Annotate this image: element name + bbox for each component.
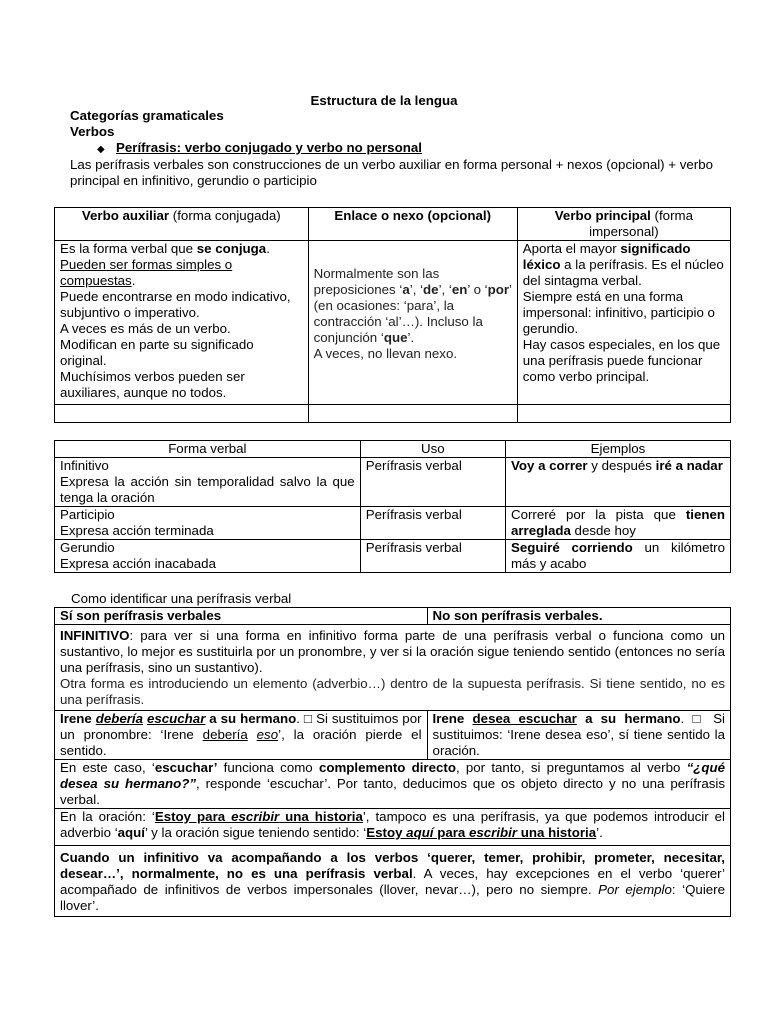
example-cell: Seguiré corriendo un kilómetro más y acabo — [505, 540, 730, 573]
yes-example: Irene debería escuchar a su hermano. □ Si sustituimos por un pronombre: ‘Irene debería eso’, la oración pierde el sentido. — [55, 711, 428, 760]
no-example: Irene desea escuchar a su hermano. □ Si sustituimos: ‘Irene desea eso’, sí tiene sentido la oración. — [427, 711, 730, 760]
empty-cell — [308, 405, 517, 423]
adverb-explanation: En la oración: ‘Estoy para escribir una historia’, tampoco es una perífrasis, ya que podemos introducir el adverbio ‘aquí’ y la oración sigue teniendo sentido: ‘Estoy aquí para escribir una historia’. — [55, 809, 731, 846]
examples-header: Ejemplos — [505, 441, 730, 458]
use-header: Uso — [360, 441, 505, 458]
subcategory-heading: Verbos — [70, 124, 115, 139]
empty-cell — [55, 405, 309, 423]
page-title: Estructura de la lengua — [310, 93, 458, 108]
main-verb-header: Verbo principal (forma impersonal) — [517, 208, 730, 241]
use-cell: Perífrasis verbal — [360, 458, 505, 507]
final-note: Cuando un infinitivo va acompañando a los verbos ‘querer, temer, prohibir, prometer, necesitar, desear…’, normalmente, no es una perífrasis verbal. A veces, hay excepciones en el verbo ‘querer’ acompañado de infinitivos de verbos impersonales (llover, nevar…), pero no siempre. Por ejemplo: ‘Quiere llover’. — [55, 846, 731, 917]
intro-paragraph: Las perífrasis verbales son construcciones de un verbo auxiliar en forma personal + nexos (opcional) + verbo principal en infinitivo, gerundio o participio — [70, 157, 714, 188]
bullet-diamond-icon: ◆ — [97, 144, 105, 155]
verb-forms-table — [54, 440, 731, 573]
direct-object-explanation: En este caso, ‘escuchar’ funciona como complemento directo, por tanto, si preguntamos al verbo “¿qué desea su hermano?”, responde ‘escuchar’. Por tanto, deducimos que os objeto directo y no una perífrasis verbal. — [55, 760, 731, 809]
link-cell: Normalmente son las preposiciones ‘a’, ‘de’, ‘en’ o ‘por’ (en ocasiones: ‘para’, la contracción ‘al’…). Incluso la conjunción ‘que’. A veces, no llevan nexo. — [308, 241, 517, 405]
example-cell: Correré por la pista que tienen arreglada desde hoy — [505, 507, 730, 540]
link-header: Enlace o nexo (opcional) — [308, 208, 517, 241]
category-heading: Categorías gramaticales — [70, 108, 224, 123]
main-verb-cell: Aporta el mayor significado léxico a la perífrasis. Es el núcleo del sintagma verbal. Siempre está en una forma impersonal: infinitivo, participio o gerundio. Hay casos especiales, en los que una perífrasis puede funcionar como verbo principal. — [517, 241, 730, 405]
auxiliary-header: Verbo auxiliar (forma conjugada) — [55, 208, 309, 241]
form-cell: Participio Expresa acción terminada — [55, 507, 361, 540]
empty-cell — [517, 405, 730, 423]
infinitive-explanation: INFINITIVO: para ver si una forma en infinitivo forma parte de una perífrasis verbal o funciona como un sustantivo, lo mejor es sustituirla por un pronombre, y ver si la oración sigue teniendo sentido (entonces no sería una perífrasis, sino un sustantivo). Otra forma es introduciendo un elemento (adverbio…) dentro de la supuesta perífrasis. Si tiene sentido, no es una perífrasis. — [55, 625, 731, 711]
auxiliary-cell: Es la forma verbal que se conjuga. Pueden ser formas simples o compuestas. Puede encontrarse en modo indicativo, subjuntivo o imperativo. A veces es más de un verbo. Modifican en parte su significado original. Muchísimos verbos pueden ser auxiliares, aunque no todos. — [55, 241, 309, 405]
form-cell: Infinitivo Expresa la acción sin temporalidad salvo la que tenga la oración — [55, 458, 361, 507]
use-cell: Perífrasis verbal — [360, 507, 505, 540]
yes-header: Sí son perífrasis verbales — [55, 608, 428, 625]
section-heading: Perífrasis: verbo conjugado y verbo no personal — [116, 140, 422, 155]
form-header: Forma verbal — [55, 441, 361, 458]
auxiliary-table — [54, 207, 731, 423]
use-cell: Perífrasis verbal — [360, 540, 505, 573]
example-cell: Voy a correr y después iré a nadar — [505, 458, 730, 507]
form-cell: Gerundio Expresa acción inacabada — [55, 540, 361, 573]
identify-caption: Como identificar una perífrasis verbal — [71, 591, 292, 606]
no-header: No son perífrasis verbales. — [427, 608, 730, 625]
identify-table — [54, 607, 731, 917]
